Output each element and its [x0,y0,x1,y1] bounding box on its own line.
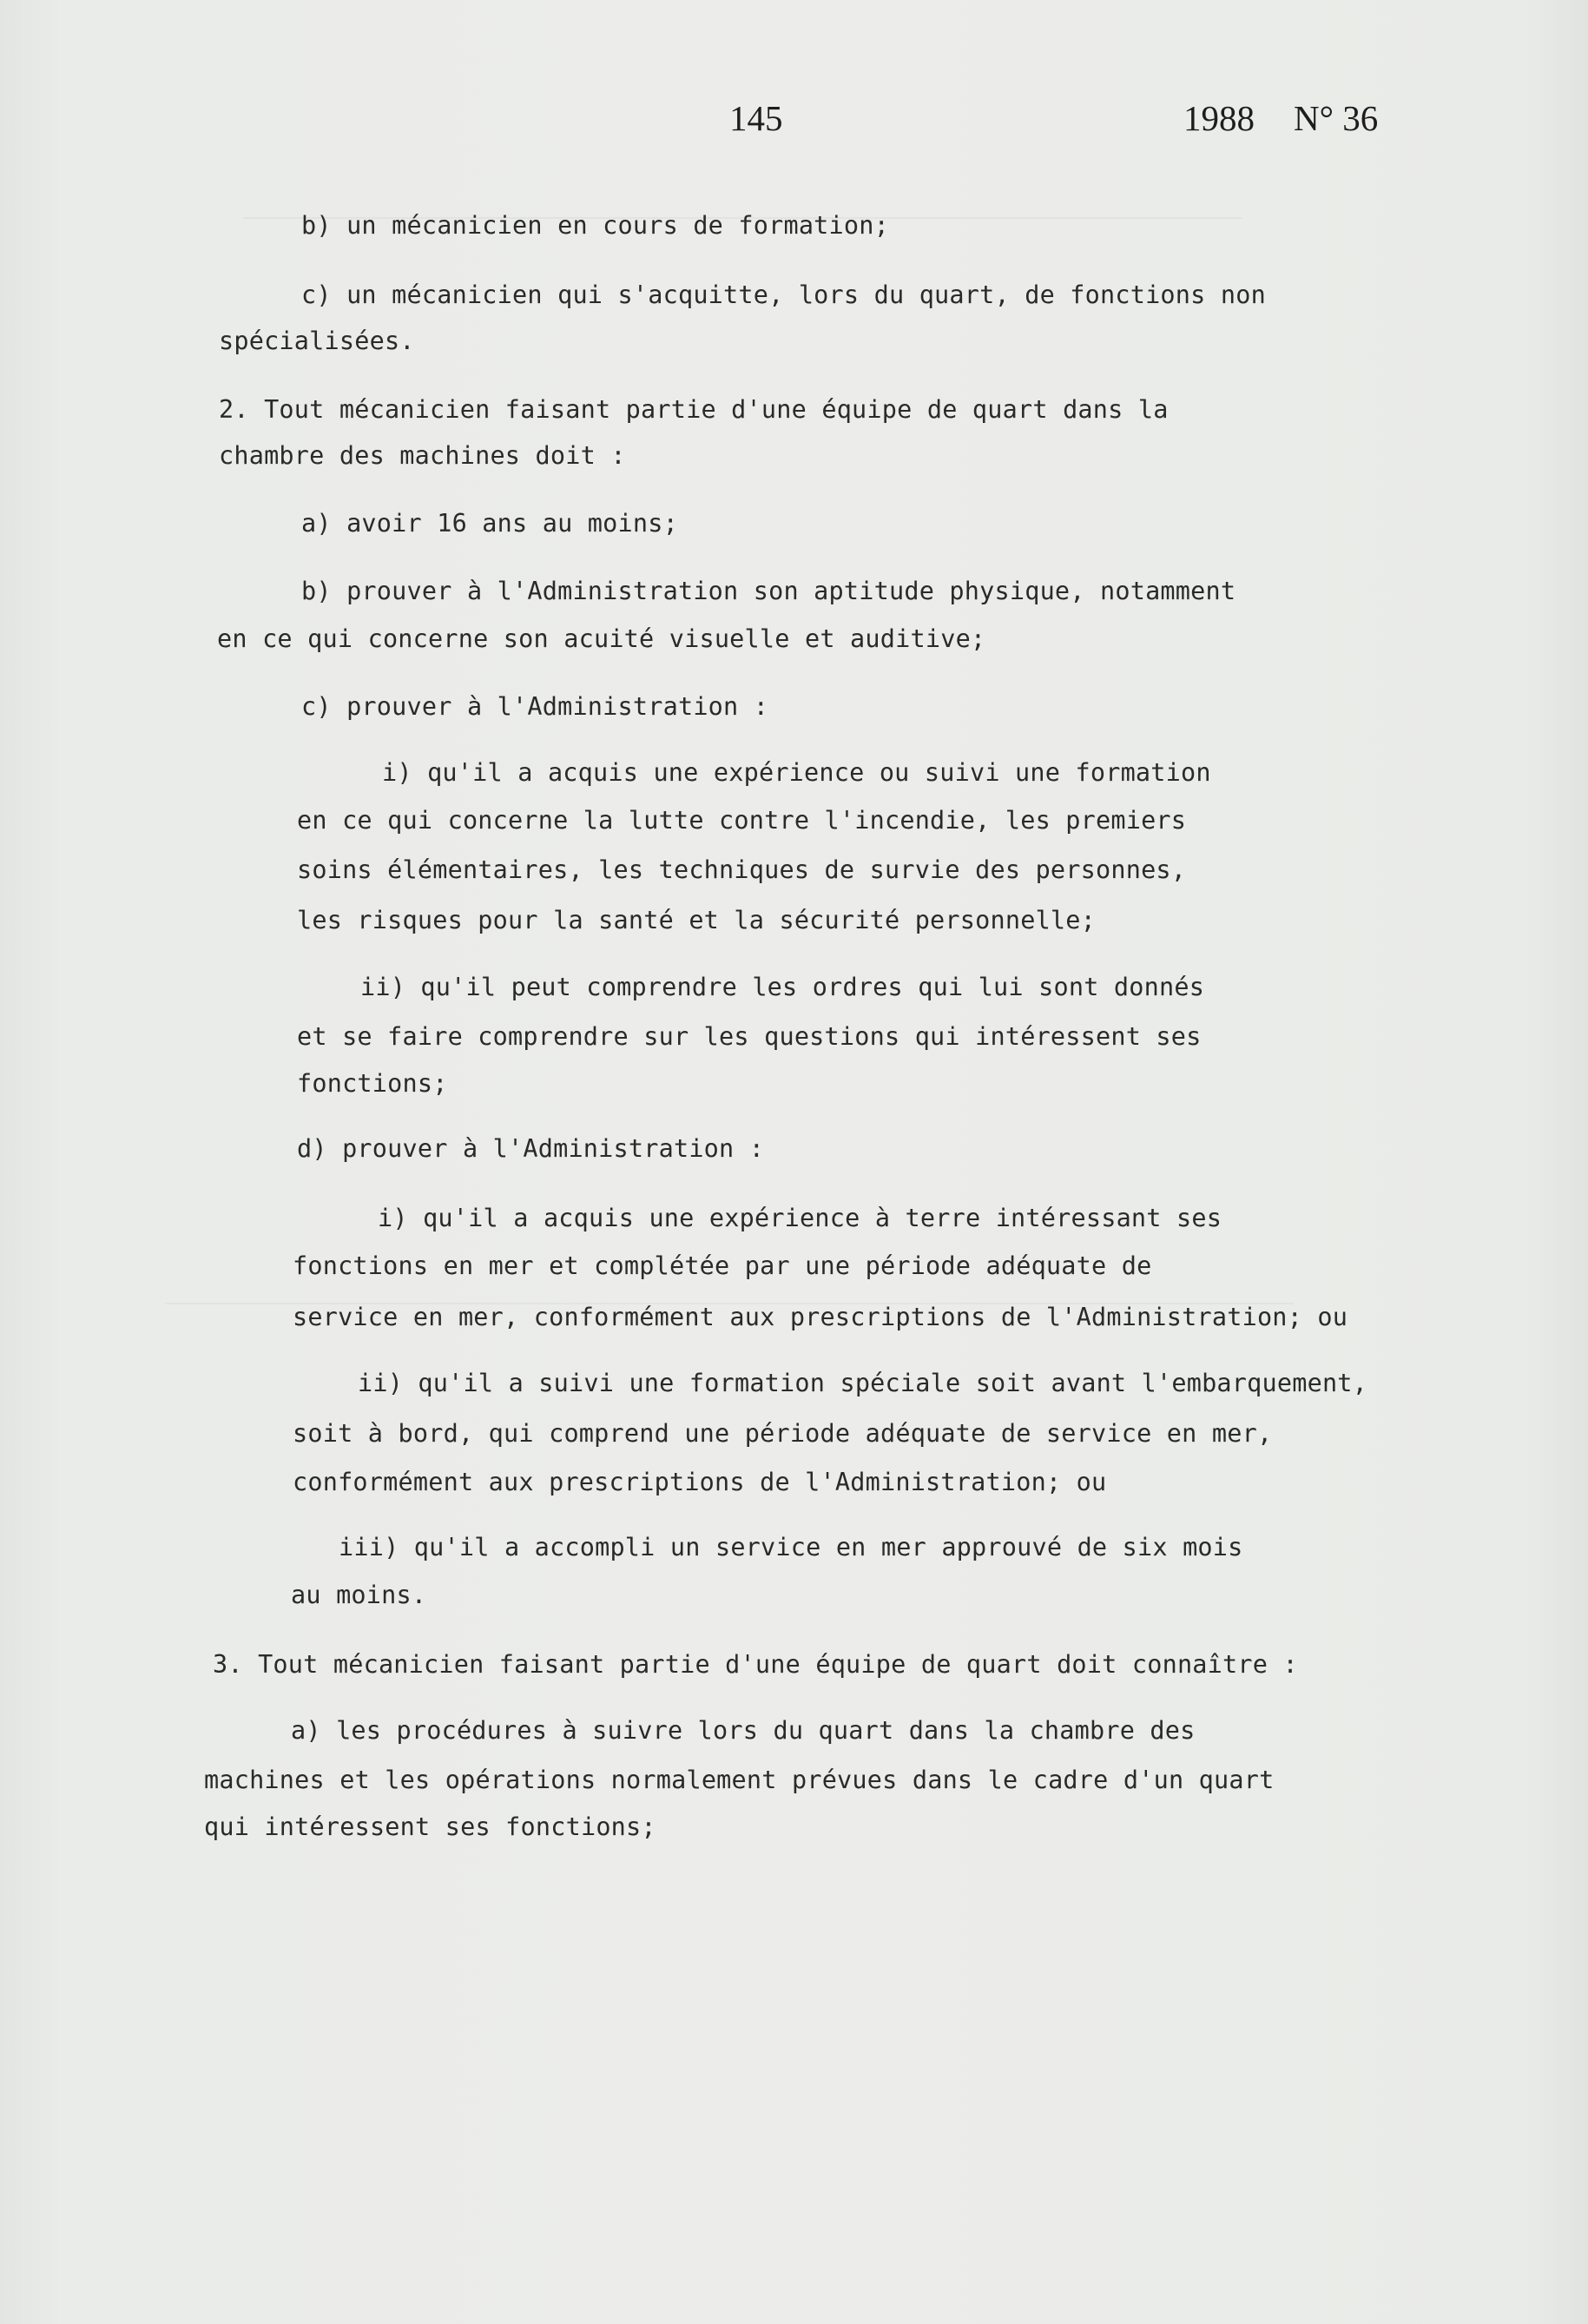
text-line: fonctions; [297,1069,448,1098]
publication-year: 1988 [1183,98,1255,138]
text-line: au moins. [291,1581,427,1609]
text-line: machines et les opérations normalement prévues dans le cadre d'un quart [204,1766,1275,1794]
text-line: b) prouver à l'Administration son aptitude physique, notamment [301,577,1236,605]
text-line: fonctions en mer et complétée par une période adéquate de [293,1251,1152,1280]
text-line: a) les procédures à suivre lors du quart dans la chambre des [291,1716,1196,1745]
text-line: en ce qui concerne la lutte contre l'incendie, les premiers [297,806,1187,835]
text-line: chambre des machines doit : [219,441,626,470]
text-line: conformément aux prescriptions de l'Administration; ou [293,1468,1107,1496]
text-line: c) un mécanicien qui s'acquitte, lors du quart, de fonctions non [301,281,1266,309]
text-line: en ce qui concerne son acuité visuelle et auditive; [217,624,986,653]
text-line: ii) qu'il a suivi une formation spéciale soit avant l'embarquement, [358,1369,1368,1397]
text-line: les risques pour la santé et la sécurité personnelle; [297,906,1096,934]
text-line: spécialisées. [219,327,415,355]
text-line: soins élémentaires, les techniques de survie des personnes, [297,855,1187,884]
text-line: ii) qu'il peut comprendre les ordres qui lui sont donnés [360,973,1205,1001]
text-line: a) avoir 16 ans au moins; [301,509,678,538]
text-line: 3. Tout mécanicien faisant partie d'une équipe de quart doit connaître : [213,1650,1298,1679]
text-line: service en mer, conformément aux prescriptions de l'Administration; ou [293,1303,1348,1331]
issue-number: N° 36 [1294,98,1379,138]
text-line: i) qu'il a acquis une expérience à terre intéressant ses [378,1204,1222,1232]
text-line: b) un mécanicien en cours de formation; [301,211,889,240]
text-line: 2. Tout mécanicien faisant partie d'une équipe de quart dans la [219,395,1169,424]
text-line: i) qu'il a acquis une expérience ou suivi une formation [382,758,1211,787]
text-line: et se faire comprendre sur les questions qui intéressent ses [297,1022,1202,1051]
text-line: c) prouver à l'Administration : [301,692,769,721]
text-line: soit à bord, qui comprend une période adéquate de service en mer, [293,1419,1273,1448]
text-line: iii) qu'il a accompli un service en mer approuvé de six mois [339,1533,1243,1561]
page-number: 145 [729,98,783,138]
text-line: qui intéressent ses fonctions; [204,1812,656,1841]
text-line: d) prouver à l'Administration : [297,1134,765,1163]
